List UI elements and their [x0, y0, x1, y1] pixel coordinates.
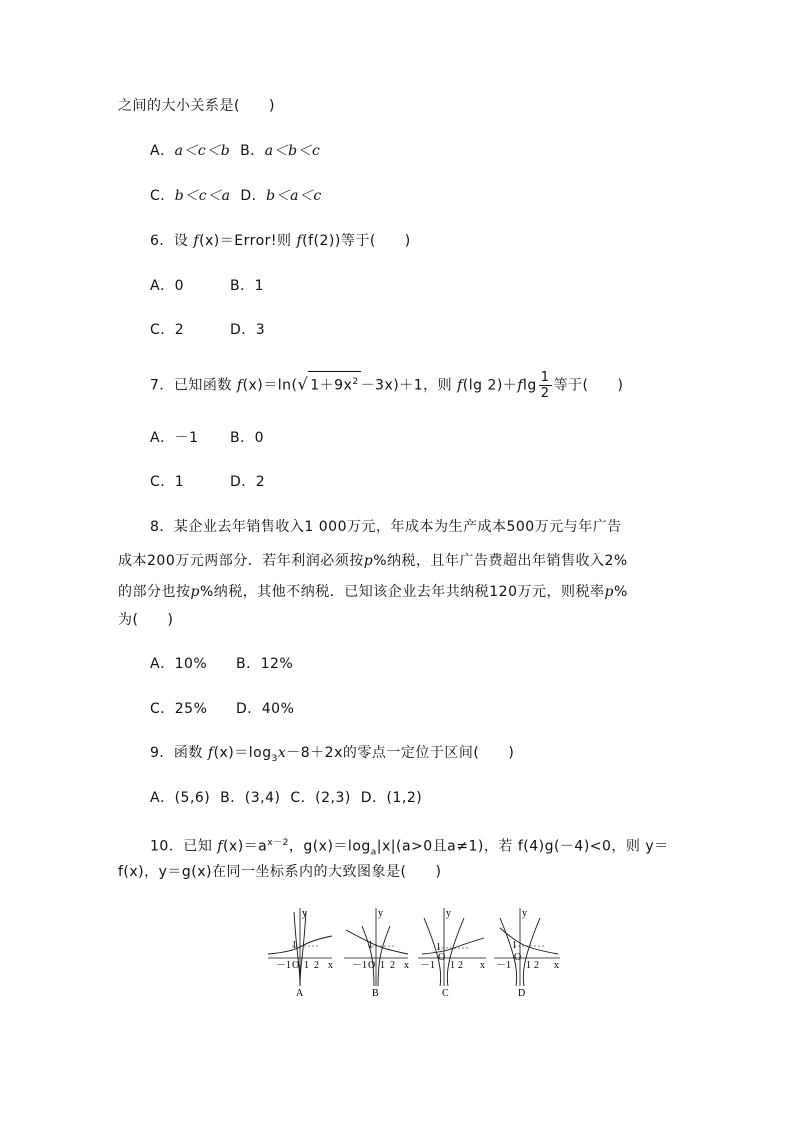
tick-1: 1 — [450, 960, 455, 971]
q8-stem-line4: 为( ) — [118, 612, 174, 628]
tick-1: 1 — [380, 960, 385, 971]
q8-options-cd: C．25% D．40% — [150, 701, 295, 717]
tick-neg1: －1 — [496, 960, 511, 971]
q7-stem: 7．已知函数 f(x)＝ln(√ $1+9x^2 -3x)+1$，则 f(lg 2)＋flg $\frac{1}{2}$ 等于( ) — [150, 370, 624, 401]
graph-a — [268, 908, 333, 999]
q5-tail: 之间的大小关系是( ) — [118, 98, 275, 114]
axis-x-label: x — [328, 960, 333, 971]
graph-label-d: D — [518, 988, 526, 999]
q8-stem-line1: 8．某企业去年销售收入1 000万元，年成本为生产成本500万元与年广告 — [150, 519, 622, 535]
axis-x-label: x — [404, 960, 409, 971]
tick-y1: 1 — [436, 942, 441, 953]
axis-x-label: x — [554, 960, 559, 971]
tick-neg1: －1 — [420, 960, 435, 971]
q10-stem-line2: f(x)，y＝g(x)在同一坐标系内的大致图象是( ) — [118, 864, 442, 880]
tick-2: 2 — [390, 960, 395, 971]
tick-2: 2 — [458, 960, 463, 971]
q8-options-ab: A．10% B．12% — [150, 656, 294, 672]
axis-x-label: x — [480, 960, 485, 971]
q9-options: A．(5,6) B．(3,4) C．(2,3) D．(1,2) — [150, 790, 423, 806]
q7-options-ab: A．－1 B．0 — [150, 430, 265, 446]
tick-neg1: －1 — [276, 960, 291, 971]
q9-stem: 9．函数 $f(x)=\log_3x-8+2x$的零点一定位于区间( ) — [150, 745, 515, 764]
tick-2: 2 — [314, 960, 319, 971]
q10-graph-options — [262, 902, 562, 1006]
graph-b — [344, 908, 409, 999]
graph-d — [494, 908, 560, 999]
q6-stem: 6．设 f(x)＝Error!则 f(f(2))等于( ) — [150, 233, 411, 249]
q6-options-ab: A．0 B．1 — [150, 278, 265, 294]
axis-y-label: y — [378, 908, 383, 919]
tick-y1: 1 — [368, 940, 373, 951]
origin-label: O — [292, 960, 300, 971]
graph-label-c: C — [442, 988, 449, 999]
axis-y-label: y — [522, 908, 527, 919]
tick-y1: 1 — [292, 940, 297, 951]
q8-stem-line2: 成本200万元两部分．若年利润必须按p%纳税，且年广告费超出年销售收入2% — [118, 553, 628, 569]
axis-y-label: y — [302, 908, 307, 919]
tick-1: 1 — [526, 960, 531, 971]
graph-c — [418, 908, 486, 999]
tick-1: 1 — [304, 960, 309, 971]
tick-y1: 1 — [512, 940, 517, 951]
q10-stem-line1: 10．已知 $f(x)=a^{x-2}$，$g(x)=\log_a|x|(a>0$且a≠1)，若 f(4)g(－4)<0，则 y＝ — [150, 838, 669, 858]
graph-label-a: A — [296, 988, 304, 999]
tick-neg1: －1 — [352, 960, 367, 971]
fraction-half: $\frac{1}{2}$ — [540, 370, 550, 401]
q6-options-cd: C．2 D．3 — [150, 322, 266, 338]
q8-stem-line3: 的部分也按p%纳税，其他不纳税．已知该企业去年共纳税120万元，则税率p% — [118, 584, 628, 600]
q7-options-cd: C．1 D．2 — [150, 474, 266, 490]
origin-label: O — [514, 952, 522, 963]
q5-options-cd: C．b＜c＜a D．b＜a＜c — [150, 188, 322, 204]
axis-y-label: y — [446, 908, 451, 919]
graph-label-b: B — [372, 988, 379, 999]
q5-options-ab: A．a＜c＜b B．a＜b＜c — [150, 143, 321, 159]
origin-label: O — [368, 960, 376, 971]
tick-2: 2 — [534, 960, 539, 971]
origin-label: O — [438, 952, 446, 963]
